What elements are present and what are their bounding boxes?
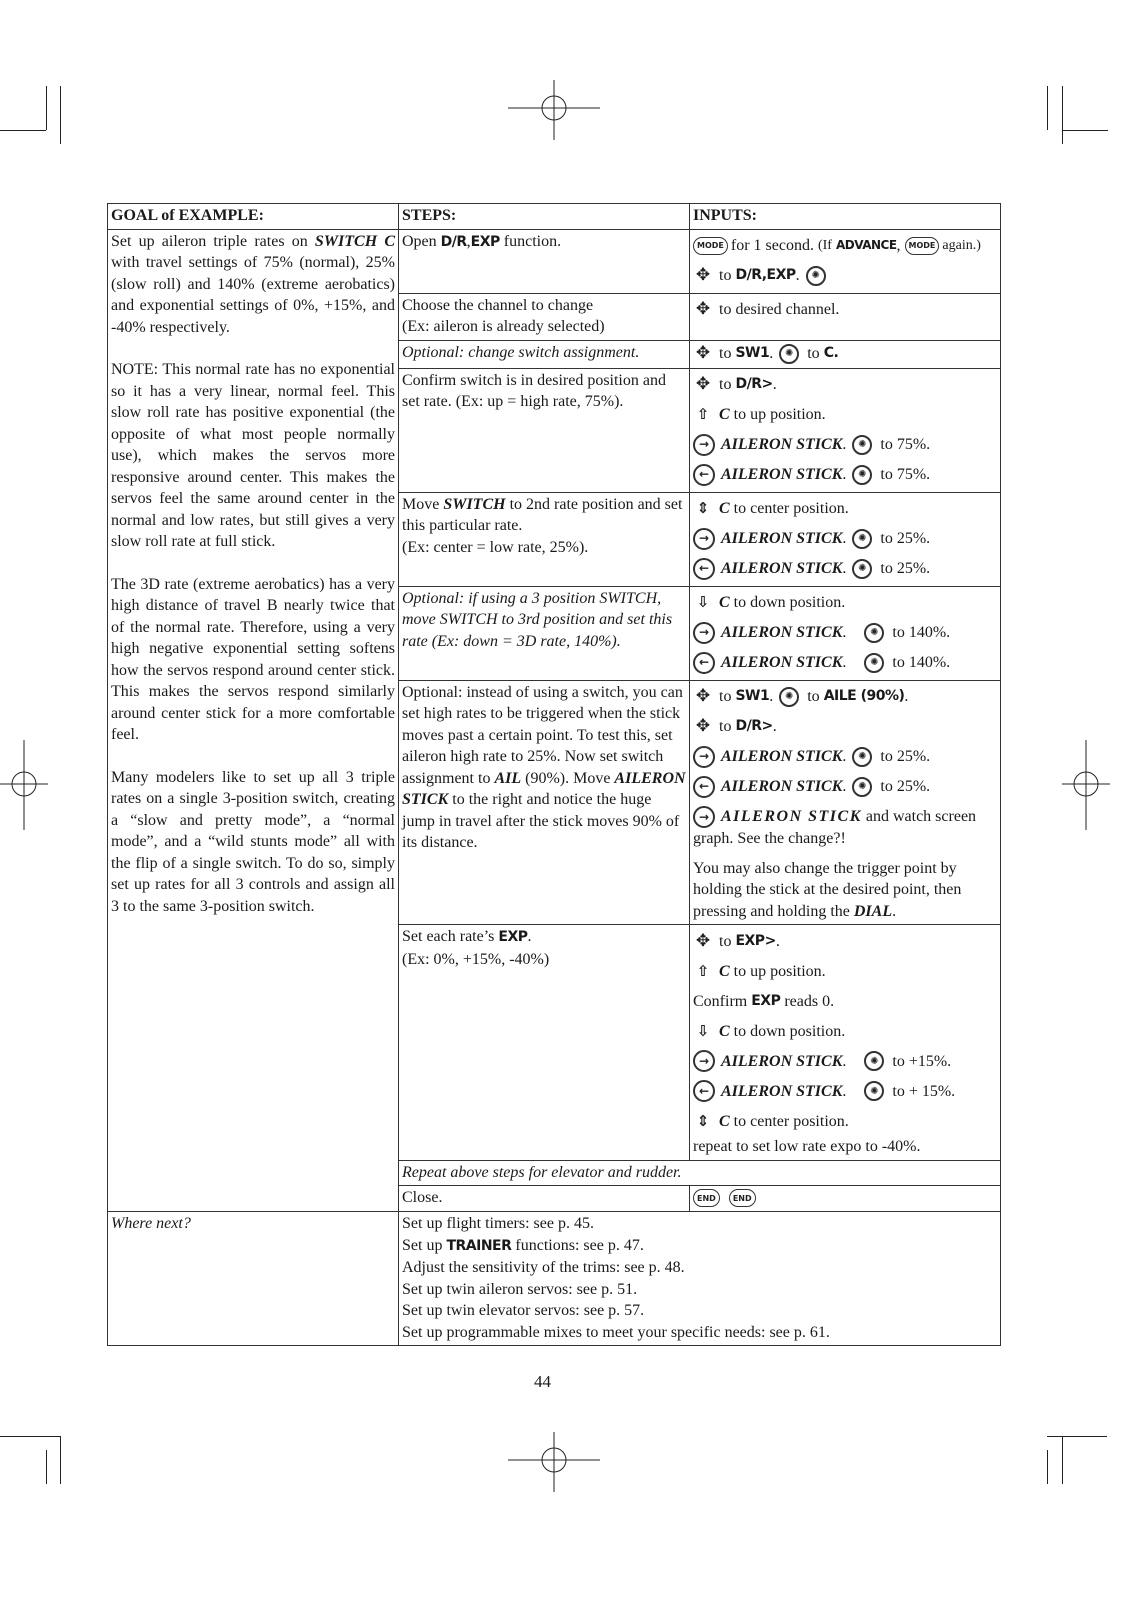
cross-key-icon: ✥ bbox=[695, 715, 711, 736]
modelers-paragraph: Many modelers like to set up all 3 triple rates on a single 3-position switch, creating a “slow and pretty mode”, a “normal mode”, and a “wild stunts mode” all with the flip of a single switch. To do so, simply set up rates for all 3 controls and assign all 3 to the same 3-position switch. bbox=[111, 768, 395, 915]
dial-label: DIAL bbox=[853, 902, 893, 920]
lcd-label: D/R> bbox=[735, 375, 773, 392]
inputs-confirm-switch bbox=[690, 368, 1001, 492]
input-line bbox=[693, 494, 997, 524]
inputs-stick-trigger bbox=[690, 680, 1001, 925]
dial-icon: ✺ bbox=[864, 623, 884, 643]
input-text: to up position. bbox=[733, 962, 826, 980]
stick-label: AILERON STICK bbox=[721, 529, 843, 547]
inputs-close bbox=[690, 1186, 1001, 1212]
step-text: to the right and notice the huge jump in travel after the stick moves 90% of its distance. bbox=[402, 791, 680, 851]
lcd-label: D/R,EXP bbox=[735, 266, 796, 283]
3d-rate-paragraph: The 3D rate (extreme aerobatics) has a very high distance of travel B nearly twice that of the normal rate. Therefore, using a very high negative exponential setting softens how the servos respond around center stick. This makes the servos respond similarly around center stick for a more comfortable feel. bbox=[111, 575, 395, 743]
switch-label: C bbox=[719, 405, 730, 423]
switch-label: C bbox=[719, 593, 730, 611]
stick-right-icon: → bbox=[693, 528, 715, 550]
list-item bbox=[402, 1235, 997, 1258]
input-text: to bbox=[719, 717, 732, 735]
lcd-label: AILE (90%) bbox=[823, 687, 905, 704]
dial-icon: ✺ bbox=[806, 266, 826, 286]
stick-label: AILERON STICK bbox=[721, 1082, 843, 1100]
stick-label: AILERON STICK bbox=[721, 653, 843, 671]
table-header-row bbox=[108, 204, 1001, 230]
input-text: to bbox=[807, 687, 820, 705]
input-line: → AILERON STICK . ✺ to 25%. bbox=[693, 742, 997, 772]
stick-label: AILERON STICK bbox=[721, 435, 843, 453]
list-item: Set up twin elevator servos: see p. 57. bbox=[402, 1302, 645, 1320]
input-text: to + 15%. bbox=[892, 1082, 956, 1100]
input-text: and watch screen graph. See the change?! bbox=[693, 807, 977, 848]
step-text: . bbox=[527, 928, 532, 946]
table-row bbox=[108, 229, 1001, 293]
step-text: (Ex: aileron is already selected) bbox=[402, 318, 605, 335]
dial-icon: ✺ bbox=[852, 559, 872, 579]
step-stick-trigger bbox=[399, 680, 690, 925]
lcd-label: EXP bbox=[470, 233, 500, 250]
dial-icon: ✺ bbox=[852, 435, 872, 455]
stick-left-icon: ← bbox=[693, 464, 715, 486]
list-text: functions: see p. 47. bbox=[511, 1236, 644, 1254]
input-text: for 1 second. bbox=[730, 236, 814, 254]
input-line bbox=[693, 858, 997, 923]
stick-label: AILERON STICK bbox=[721, 1052, 843, 1070]
cross-key-icon: ✥ bbox=[695, 373, 711, 394]
input-line: ✥ to D/R> . bbox=[693, 370, 997, 400]
input-text: to 25%. bbox=[880, 777, 931, 795]
step-set-exp bbox=[399, 925, 690, 1161]
input-line bbox=[693, 1016, 997, 1046]
input-line: ← AILERON STICK . ✺ to 25%. bbox=[693, 772, 997, 802]
stick-left-icon: ← bbox=[693, 652, 715, 674]
lcd-label: EXP bbox=[498, 929, 528, 946]
cross-key-icon: ✥ bbox=[695, 264, 711, 285]
input-line: → AILERON STICK . ✺ to 140%. bbox=[693, 618, 997, 648]
list-item: Set up flight timers: see p. 45. bbox=[402, 1215, 594, 1233]
input-text: (If bbox=[817, 237, 832, 253]
input-line bbox=[693, 1187, 997, 1209]
switch-up-icon: ⇧ bbox=[696, 404, 710, 423]
input-line: → AILERON STICK . ✺ to +15%. bbox=[693, 1046, 997, 1076]
lcd-label: EXP> bbox=[735, 932, 776, 949]
lcd-label: D/R> bbox=[735, 717, 773, 734]
inputs-third-position bbox=[690, 586, 1001, 680]
note-paragraph: NOTE: This normal rate has no exponential so it has a very linear, normal feel. This slow roll rate has positive exponential (the opposite of what most people normally use), which makes the servos more responsive around center. This makes the servos feel the same around center in the normal and low rates, but still gives a very slow roll rate at full stick. bbox=[111, 361, 395, 550]
input-line bbox=[693, 261, 997, 291]
switch-down-icon: ⇩ bbox=[696, 1021, 710, 1040]
step-text: Choose the channel to change bbox=[402, 296, 594, 314]
switch-label: C bbox=[719, 499, 730, 517]
stick-label: AILERON STICK bbox=[721, 559, 843, 577]
step-choose-channel bbox=[399, 293, 690, 340]
switch-up-icon: ⇧ bbox=[696, 961, 710, 980]
input-text: again.) bbox=[942, 237, 981, 253]
stick-label: AILERON STICK bbox=[721, 807, 862, 825]
stick-right-icon: → bbox=[693, 746, 715, 768]
step-text: function. bbox=[499, 232, 562, 250]
inputs-set-exp bbox=[690, 925, 1001, 1161]
step-text: Optional: instead of using a switch, you can set high rates to be triggered when the stick moves past a certain point. To test this, set aileron high rate to 25%. Now set switch assignment to bbox=[402, 683, 683, 787]
goal-text: Set up aileron triple rates on bbox=[111, 232, 315, 250]
input-line: ← AILERON STICK . ✺ to 75%. bbox=[693, 460, 997, 490]
stick-label: AILERON STICK bbox=[402, 769, 686, 808]
stick-left-icon: ← bbox=[693, 776, 715, 798]
stick-right-icon: → bbox=[693, 1050, 715, 1072]
input-line bbox=[693, 956, 997, 986]
input-text: . bbox=[892, 902, 897, 920]
cross-key-icon: ✥ bbox=[695, 298, 711, 319]
input-text: reads 0. bbox=[784, 992, 835, 1010]
stick-right-icon: → bbox=[693, 434, 715, 456]
list-text: Set up bbox=[402, 1236, 447, 1254]
inputs-open-function bbox=[690, 229, 1001, 293]
switch-down-icon: ⇩ bbox=[696, 592, 710, 611]
input-text: to down position. bbox=[733, 1022, 846, 1040]
input-text: to down position. bbox=[733, 593, 846, 611]
lcd-label: SW1 bbox=[735, 687, 770, 704]
input-text: . bbox=[795, 266, 800, 284]
goal-switch-label: SWITCH C bbox=[314, 232, 395, 250]
registration-mark-bottom bbox=[508, 1432, 600, 1492]
mode-button-icon: MODE bbox=[693, 237, 728, 255]
dial-icon: ✺ bbox=[852, 747, 872, 767]
dial-icon: ✺ bbox=[864, 653, 884, 673]
step-text: (Ex: 0%, +15%, -40%) bbox=[402, 950, 550, 968]
input-text: to bbox=[719, 687, 732, 705]
instruction-table bbox=[107, 203, 1001, 1346]
step-third-position: Optional: if using a 3 position SWITCH, move SWITCH to 3rd position and set this rate (Ex: down = 3D rate, 140%). bbox=[399, 586, 690, 680]
step-repeat: Repeat above steps for elevator and rudder. bbox=[399, 1160, 1001, 1186]
ail-label: AIL bbox=[494, 769, 522, 787]
stick-label: AILERON STICK bbox=[721, 747, 843, 765]
input-text: to 25%. bbox=[880, 559, 931, 577]
where-next-label: Where next? bbox=[108, 1212, 399, 1346]
dial-icon: ✺ bbox=[852, 465, 872, 485]
lcd-label: EXP bbox=[751, 992, 781, 1009]
goal-cell bbox=[108, 229, 399, 1212]
input-line: → AILERON STICK . ✺ to 25%. bbox=[693, 524, 997, 554]
input-line bbox=[693, 588, 997, 618]
input-line bbox=[693, 806, 997, 850]
cross-key-icon: ✥ bbox=[695, 342, 711, 363]
step-text: , bbox=[466, 232, 471, 250]
header-inputs: INPUTS: bbox=[690, 204, 1001, 230]
input-line: ✥ to D/R> . bbox=[693, 712, 997, 742]
lcd-label: SW1 bbox=[735, 344, 770, 361]
stick-right-icon: → bbox=[693, 622, 715, 644]
input-line: ← AILERON STICK . ✺ to 25%. bbox=[693, 554, 997, 584]
input-text: to 75%. bbox=[880, 435, 931, 453]
input-text: to 140%. bbox=[892, 653, 951, 671]
input-text: to 25%. bbox=[880, 747, 931, 765]
step-close: Close. bbox=[399, 1186, 690, 1212]
stick-right-icon: → bbox=[693, 806, 715, 828]
input-line bbox=[693, 295, 997, 325]
dial-icon: ✺ bbox=[852, 529, 872, 549]
lcd-label: D/R bbox=[440, 233, 467, 250]
inputs-choose-channel bbox=[690, 293, 1001, 340]
where-next-list bbox=[399, 1212, 1001, 1346]
input-text: to center position. bbox=[733, 499, 849, 517]
switch-center-icon: ⇕ bbox=[696, 1111, 710, 1130]
step-text: Open bbox=[402, 232, 441, 250]
input-text: to 140%. bbox=[892, 623, 951, 641]
input-text: to bbox=[719, 344, 732, 362]
header-goal: GOAL of EXAMPLE: bbox=[108, 204, 399, 230]
input-line: ✥ to EXP> . bbox=[693, 926, 997, 956]
lcd-label: TRAINER bbox=[446, 1237, 512, 1254]
goal-text: with travel settings of 75% (normal), 25% (slow roll) and 140% (extreme aerobatics) and exponential settings of 0%, +15%, and -40% respectively. bbox=[111, 254, 395, 336]
input-text: to bbox=[719, 375, 732, 393]
input-line: ← AILERON STICK . ✺ to 140%. bbox=[693, 648, 997, 678]
step-text: (90%). Move bbox=[521, 769, 615, 787]
input-text: to up position. bbox=[733, 405, 826, 423]
stick-label: AILERON STICK bbox=[721, 465, 843, 483]
switch-label: C bbox=[719, 1112, 730, 1130]
input-text: to 25%. bbox=[880, 529, 931, 547]
list-item: Adjust the sensitivity of the trims: see p. 48. bbox=[402, 1259, 685, 1277]
switch-label: C bbox=[719, 1022, 730, 1040]
input-text: to bbox=[719, 932, 732, 950]
step-confirm-switch: Confirm switch is in desired position and set rate. (Ex: up = high rate, 75%). bbox=[399, 368, 690, 492]
step-text: to 2nd rate position and set this particular rate. bbox=[402, 495, 683, 534]
input-line: MODE for 1 second. (If ADVANCE , MODE again.) bbox=[693, 231, 997, 261]
switch-center-icon: ⇕ bbox=[696, 498, 710, 517]
registration-mark-left bbox=[0, 740, 50, 830]
inputs-switch-assignment bbox=[690, 340, 1001, 368]
input-line: ← AILERON STICK . ✺ to + 15%. bbox=[693, 1076, 997, 1106]
input-text: to bbox=[807, 344, 820, 362]
mode-button-icon: MODE bbox=[905, 237, 940, 255]
switch-label: SWITCH bbox=[443, 495, 506, 513]
list-item: Set up twin aileron servos: see p. 51. bbox=[402, 1280, 638, 1298]
end-button-icon: END bbox=[729, 1189, 756, 1207]
lcd-label: C. bbox=[823, 344, 839, 361]
input-line bbox=[693, 400, 997, 430]
input-line bbox=[693, 1106, 997, 1136]
input-line bbox=[693, 986, 997, 1016]
table-row bbox=[108, 1212, 1001, 1346]
input-line: repeat to set low rate expo to -40%. bbox=[693, 1138, 921, 1156]
input-text: Confirm bbox=[693, 992, 748, 1010]
stick-label: AILERON STICK bbox=[721, 623, 843, 641]
registration-mark-right bbox=[1060, 740, 1110, 830]
header-steps: STEPS: bbox=[399, 204, 690, 230]
input-line: → AILERON STICK . ✺ to 75%. bbox=[693, 430, 997, 460]
registration-mark-top bbox=[508, 80, 600, 140]
dial-icon: ✺ bbox=[864, 1081, 884, 1101]
step-text: Set each rate’s bbox=[402, 928, 499, 946]
stick-left-icon: ← bbox=[693, 1080, 715, 1102]
input-text: to desired channel. bbox=[719, 300, 840, 318]
dial-icon: ✺ bbox=[852, 777, 872, 797]
step-text: (Ex: center = low rate, 25%). bbox=[402, 538, 589, 556]
dial-icon: ✺ bbox=[779, 344, 799, 364]
cross-key-icon: ✥ bbox=[695, 685, 711, 706]
cross-key-icon: ✥ bbox=[695, 930, 711, 951]
step-open-function bbox=[399, 229, 690, 293]
step-move-switch bbox=[399, 492, 690, 586]
input-text: You may also change the trigger point by holding the stick at the desired point, then pressing and holding the bbox=[693, 859, 962, 920]
dial-icon: ✺ bbox=[864, 1051, 884, 1071]
input-text: to +15%. bbox=[892, 1052, 952, 1070]
input-text: to bbox=[719, 266, 732, 284]
inputs-move-switch bbox=[690, 492, 1001, 586]
input-text: to 75%. bbox=[880, 465, 931, 483]
lcd-label: ADVANCE bbox=[835, 237, 897, 252]
input-text: to center position. bbox=[733, 1112, 849, 1130]
list-item: Set up programmable mixes to meet your specific needs: see p. 61. bbox=[402, 1323, 830, 1341]
dial-icon: ✺ bbox=[779, 687, 799, 707]
input-line: ✥ to SW1 . ✺ to C. bbox=[693, 342, 997, 366]
page-number: 44 bbox=[534, 1372, 551, 1391]
input-line: ✥ to SW1 . ✺ to AILE (90%) . bbox=[693, 682, 997, 712]
step-switch-assignment: Optional: change switch assignment. bbox=[399, 340, 690, 368]
goal-paragraph bbox=[111, 231, 395, 339]
end-button-icon: END bbox=[693, 1189, 720, 1207]
switch-label: C bbox=[719, 962, 730, 980]
step-text: Move bbox=[402, 495, 444, 513]
stick-left-icon: ← bbox=[693, 558, 715, 580]
stick-label: AILERON STICK bbox=[721, 777, 843, 795]
